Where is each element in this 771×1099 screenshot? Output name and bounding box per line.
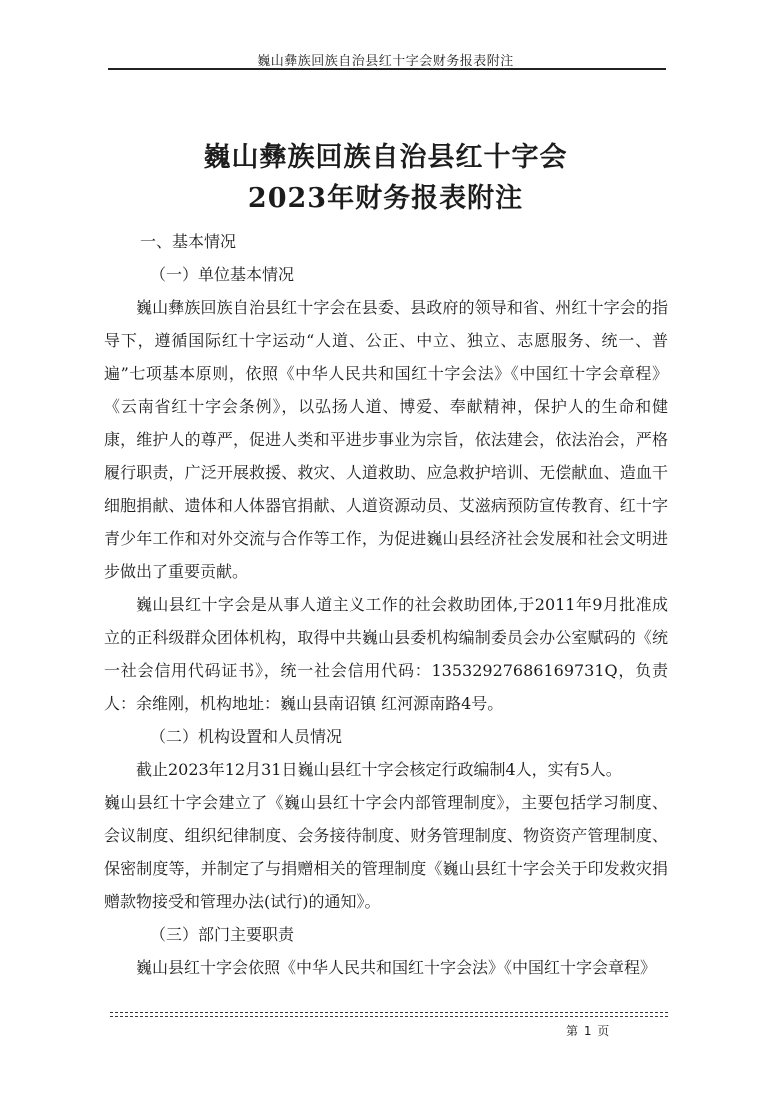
paragraph-duties: 巍山县红十字会依照《中华人民共和国红十字会法》《中国红十字会章程》 (136, 958, 657, 977)
paragraph-unit-intro: 巍山彝族回族自治县红十字会在县委、县政府的领导和省、州红十字会的指导下，遵循国际红十字运动“人道、公正、中立、独立、志愿服务、统一、普遍”七项基本原则，依照《中华人民共和国红十字会法》《中国红十字会章程》《云南省红十字会条例》，以弘扬人道、博爱、奉献精神，保护人的生命和健康，维护人的尊严，促进人类和平进步事业为宗旨，依法建会，依法治会，严格履行职责，广泛开展救援、救灾、人道救助、应急救护培训、无偿献血、造血干细胞捐献、遗体和人体器官捐献、人道资源动员、艾滋病预防宣传教育、红十字青少年工作和对外交流与合作等工作，为促进巍山县经济社会发展和社会文明进步做出了重要贡献。 (104, 298, 668, 581)
document-title-line2: 2023年财务报表附注 (247, 183, 524, 214)
document-body (104, 225, 668, 984)
running-header: 巍山彝族回族自治县红十字会财务报表附注 (257, 54, 514, 69)
subsection-heading-organization: （二）机构设置和人员情况 (150, 727, 343, 746)
section-heading-basic-info: 一、基本情况 (140, 232, 237, 251)
paragraph-unit-registration: 巍山县红十字会是从事人道主义工作的社会救助团体,于2011年9月批准成立的正科级群众团体机构，取得中共巍山县委机构编制委员会办公室赋码的《统一社会信用代码证书》，统一社会信用代码：13532927686169731Q，负责人：余维刚，机构地址：巍山县南诏镇 红河源南路4号。 (104, 595, 668, 713)
footer-rule-top (110, 1012, 668, 1013)
page-number: 第 1 页 (566, 1024, 611, 1038)
document-title-line1: 巍山彝族回族自治县红十字会 (203, 142, 568, 173)
subsection-heading-unit-info: （一）单位基本情况 (150, 265, 295, 284)
header-rule (108, 68, 666, 70)
footer-rule-bottom (110, 1016, 668, 1017)
paragraph-staffing: 截止2023年12月31日巍山县红十字会核定行政编制4人，实有5人。 (136, 760, 622, 779)
paragraph-management-rules: 巍山县红十字会建立了《巍山县红十字会内部管理制度》，主要包括学习制度、会议制度、组织纪律制度、会务接待制度、财务管理制度、物资资产管理制度、保密制度等，并制定了与捐赠相关的管理制度《巍山县红十字会关于印发救灾捐赠款物接受和管理办法(试行)的通知》。 (104, 793, 668, 911)
subsection-heading-duties: （三）部门主要职责 (150, 925, 295, 944)
